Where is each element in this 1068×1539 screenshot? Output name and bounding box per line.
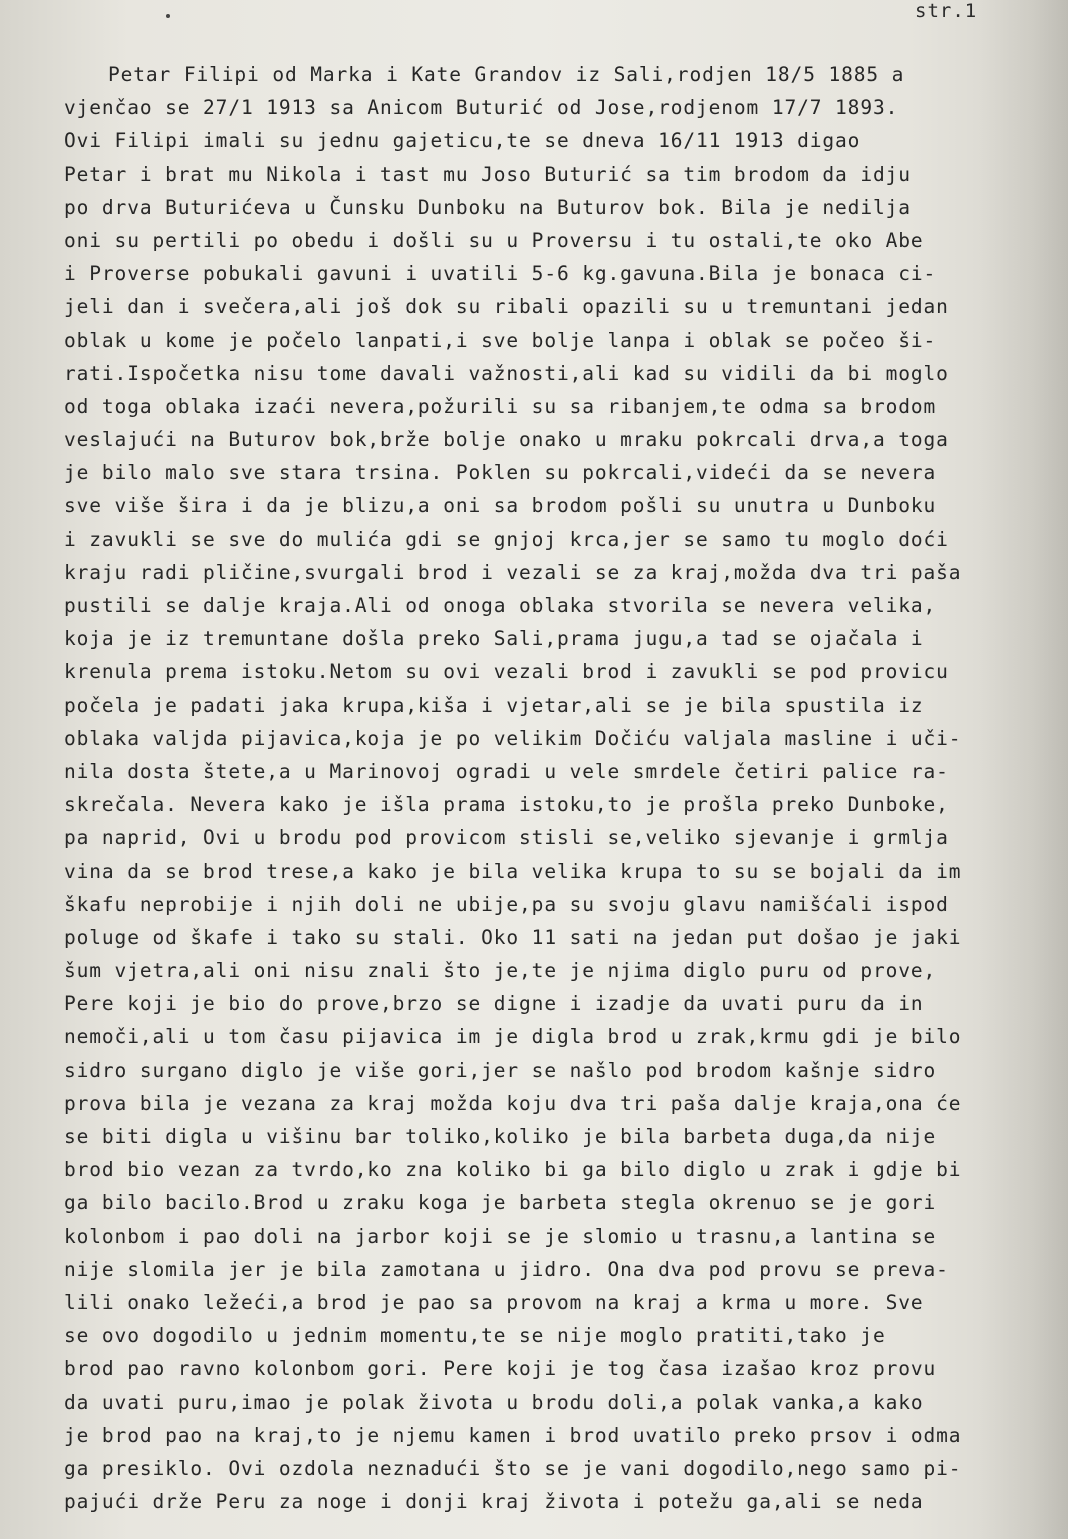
text-line: počela je padati jaka krupa,kiša i vjetar,ali se je bila spustila iz [64, 693, 924, 717]
text-line: Petar i brat mu Nikola i tast mu Joso Buturić sa tim brodom da idju [64, 162, 911, 186]
text-line: ga bilo bacilo.Brod u zraku koga je barbeta stegla okrenuo se je gori [64, 1191, 937, 1215]
text-line: vina da se brod trese,a kako je bila velika krupa to su se bojali da im [64, 859, 962, 883]
text-line: brod bio vezan za tvrdo,ko zna koliko bi ga bilo diglo u zrak i gdje bi [64, 1158, 962, 1182]
text-line: pustili se dalje kraja.Ali od onoga oblaka stvorila se nevera velika, [64, 594, 937, 617]
text-line: rati.Ispočetka nisu tome davali važnosti,ali kad su vidili da bi moglo [64, 361, 949, 385]
text-line: Ovi Filipi imali su jednu gajeticu,te se dneva 16/11 1913 digao [64, 129, 861, 153]
text-line: poluge od škafe i tako su stali. Oko 11 sati na jedan put došao je jaki [64, 925, 962, 949]
text-line: od toga oblaka izaći nevera,požurili su sa ribanjem,te odma sa brodom [64, 394, 937, 418]
text-line: vjenčao se 27/1 1913 sa Anicom Buturić od Jose,rodjenom 17/7 1893. [64, 96, 899, 120]
text-line: oblak u kome je počelo lanpati,i sve bolje lanpa i oblak se počeo ši- [64, 328, 937, 352]
text-line: i zavukli se sve do mulića gdi se gnjoj krca,jer se samo tu moglo doći [64, 527, 949, 551]
text-line: da uvati puru,imao je polak života u brodu doli,a polak vanka,a kako [64, 1390, 924, 1414]
text-line: Petar Filipi od Marka i Kate Grandov iz Sali,rodjen 18/5 1885 a [108, 63, 905, 86]
text-line: Pere koji je bio do prove,brzo se digne i izadje da uvati puru da in [64, 992, 924, 1016]
text-line: pajući drže Peru za noge i donji kraj života i potežu ga,ali se neda [64, 1490, 924, 1514]
document-body [64, 58, 1049, 1518]
text-line: i Proverse pobukali gavuni i uvatili 5-6 kg.gavuna.Bila je bonaca ci- [64, 262, 937, 286]
text-line: oblaka valjda pijavica,koja je po velikim Dočiću valjala masline i uči- [64, 726, 962, 750]
text-line: se biti digla u višinu bar toliko,koliko je bila barbeta duga,da nije [64, 1125, 937, 1148]
text-line: krenula prema istoku.Netom su ovi vezali brod i zavukli se pod provicu [64, 660, 949, 684]
text-line: se ovo dogodilo u jednim momentu,te se nije moglo pratiti,tako je [64, 1324, 886, 1348]
text-line: škafu neprobije i njih doli ne ubije,pa su svoju glavu namišćali ispod [64, 892, 949, 916]
text-line: lili onako ležeći,a brod je pao sa provom na kraj a krma u more. Sve [64, 1290, 924, 1314]
text-line: veslajući na Buturov bok,brže bolje onako u mraku pokrcali drva,a toga [64, 428, 949, 452]
text-line: po drva Buturićeva u Čunsku Dunboku na Buturov bok. Bila je nedilja [64, 195, 911, 219]
text-line: nije slomila jer je bila zamotana u jidro. Ona dva pod provu se preva- [64, 1257, 949, 1281]
text-line: brod pao ravno kolonbom gori. Pere koji je tog časa izašao kroz provu [64, 1357, 937, 1381]
text-line: koja je iz tremuntane došla preko Sali,prama jugu,a tad se ojačala i [64, 627, 924, 651]
text-line: je brod pao na kraj,to je njemu kamen i brod uvatilo preko prsov i odma [64, 1423, 962, 1447]
text-line: sve više šira i da je blizu,a oni sa brodom pošli su unutra u Dunboku [64, 494, 937, 518]
text-line: kolonbom i pao doli na jarbor koji se je slomio u trasnu,a lantina se [64, 1224, 937, 1248]
text-line: jeli dan i svečera,ali još dok su ribali opazili su u tremuntani jedan [64, 295, 949, 319]
text-line: skrečala. Nevera kako je išla prama istoku,to je prošla preko Dunboke, [64, 793, 949, 817]
text-line: nemoči,ali u tom času pijavica im je digla brod u zrak,krmu gdi je bilo [64, 1025, 962, 1049]
text-line: sidro surgano diglo je više gori,jer se našlo pod brodom kašnje sidro [64, 1058, 937, 1082]
text-line: oni su pertili po obedu i došli su u Proversu i tu ostali,te oko Abe [64, 228, 924, 252]
ink-dot [166, 14, 170, 18]
text-line: prova bila je vezana za kraj možda koju dva tri paša dalje kraja,ona će [64, 1091, 962, 1115]
text-line: je bilo malo sve stara trsina. Poklen su pokrcali,videći da se nevera [64, 461, 937, 485]
text-line: kraju radi pličine,svurgali brod i vezali se za kraj,možda dva tri paša [64, 560, 962, 584]
page-number: str.1 [915, 0, 978, 22]
text-line: ga presiklo. Ovi ozdola neznadući što se je vani dogodilo,nego samo pi- [64, 1456, 962, 1480]
text-line: šum vjetra,ali oni nisu znali što je,te je njima diglo puru od prove, [64, 959, 937, 983]
text-line: pa naprid, Ovi u brodu pod provicom stisli se,veliko sjevanje i grmlja [64, 826, 949, 850]
text-line: nila dosta štete,a u Marinovoj ogradi u vele smrdele četiri palice ra- [64, 759, 949, 783]
